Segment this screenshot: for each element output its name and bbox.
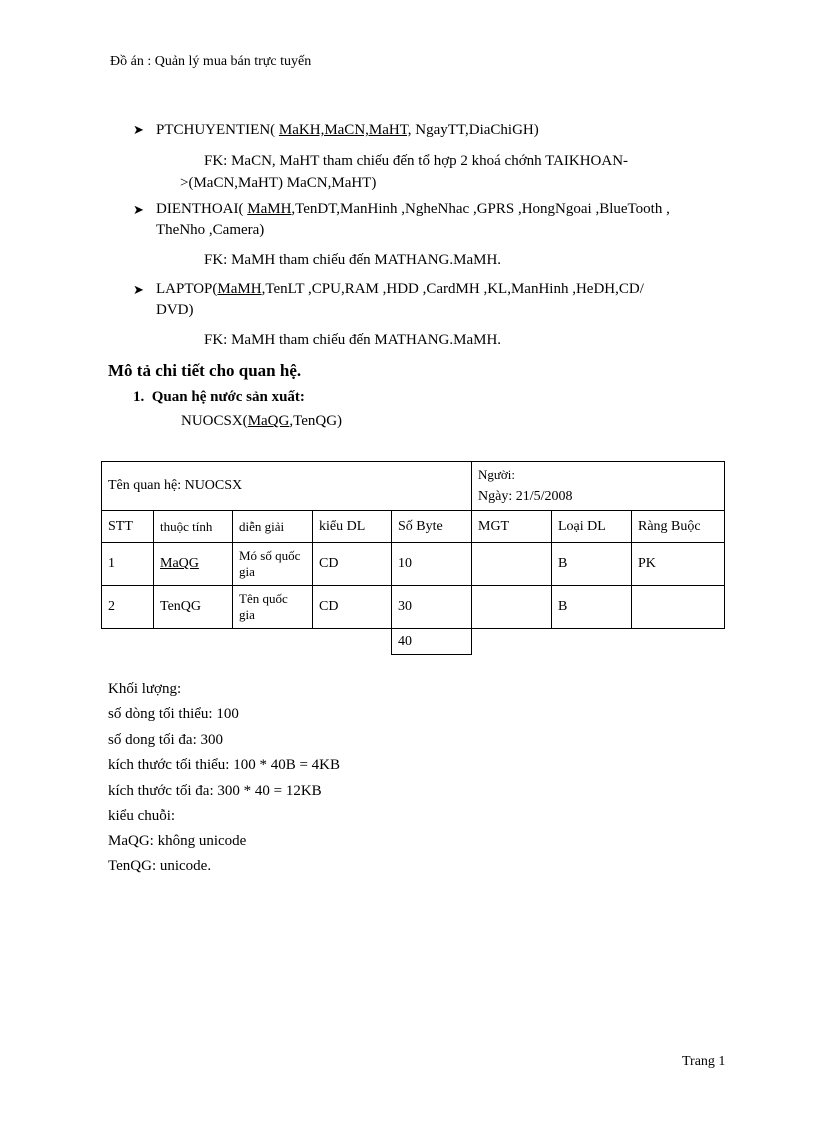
volume-line: Khối lượng: — [108, 681, 182, 697]
document-header: Đồ án : Quản lý mua bán trực tuyến — [110, 54, 312, 69]
cell-constraint: PK — [632, 543, 725, 586]
fk-line: FK: MaMH tham chiếu đến MATHANG.MaMH. — [204, 332, 502, 348]
fk-line: FK: MaCN, MaHT tham chiếu đến tổ hợp 2 khoá chớnh TAIKHOAN- — [204, 153, 629, 169]
relation-keys: MaMH — [217, 281, 262, 297]
table-total-row — [102, 629, 725, 655]
cell-data-kind: B — [552, 543, 632, 586]
volume-line: TenQG: unicode. — [108, 858, 212, 874]
arrow-bullet-icon: ➤ — [133, 282, 144, 297]
volume-line: kích thước tối thiểu: 100 * 40B = 4KB — [108, 757, 341, 773]
cell-attribute: TenQG — [154, 586, 233, 629]
subsection-label: Quan hệ nước sản xuất: — [151, 389, 305, 405]
header-mgt: MGT — [472, 511, 552, 543]
header-type: kiểu DL — [313, 511, 392, 543]
schema-line — [181, 413, 342, 430]
header-description: diễn giải — [233, 511, 313, 543]
cell-description: Mó số quốc gia — [233, 543, 313, 586]
fk-line: FK: MaMH tham chiếu đến MATHANG.MaMH. — [204, 252, 502, 268]
relation-cont: DVD) — [156, 302, 194, 318]
fk-line-cont: >(MaCN,MaHT) MaCN,MaHT) — [180, 175, 377, 191]
section-title: Mô tả chi tiết cho quan hệ. — [108, 361, 302, 380]
cell-stt: 2 — [102, 586, 154, 629]
header-constraint: Ràng Buộc — [632, 511, 725, 543]
schema-name: NUOCSX( — [181, 413, 248, 429]
volume-line: MaQG: không unicode — [108, 833, 247, 849]
relation-name: DIENTHOAI( — [156, 201, 244, 217]
header-stt: STT — [102, 511, 154, 543]
schema-key: MaQG — [247, 413, 290, 429]
relation-rest: NgayTT,DiaChiGH) — [411, 122, 539, 138]
cell-total-bytes: 40 — [392, 629, 472, 655]
relation-rest: ,TenLT ,CPU,RAM ,HDD ,CardMH ,KL,ManHinh ,HeDH,CD/ — [261, 281, 644, 297]
table-title: Tên quan hệ: NUOCSX — [102, 462, 472, 511]
table-row — [102, 543, 725, 586]
header-attribute: thuộc tính — [154, 511, 233, 543]
volume-line: kiểu chuỗi: — [108, 808, 176, 824]
cell-constraint — [632, 586, 725, 629]
cell-type: CD — [313, 543, 392, 586]
cell-attribute: MaQG — [154, 543, 233, 586]
relation-laptop — [156, 279, 644, 300]
relation-keys: MaKH,MaCN,MaHT, — [278, 122, 412, 138]
volume-line: kích thước tối đa: 300 * 40 = 12KB — [108, 783, 322, 799]
schema-rest: ,TenQG) — [289, 413, 343, 429]
cell-bytes: 30 — [392, 586, 472, 629]
table-header-row — [102, 511, 725, 543]
cell-bytes: 10 — [392, 543, 472, 586]
relation-cont: TheNho ,Camera) — [156, 222, 265, 238]
relation-ptchuyentien — [156, 120, 539, 141]
arrow-bullet-icon: ➤ — [133, 122, 144, 137]
header-data-kind: Loại DL — [552, 511, 632, 543]
subsection-title — [133, 389, 305, 406]
cell-data-kind: B — [552, 586, 632, 629]
page-number: Trang 1 — [682, 1054, 726, 1069]
date-label: Ngày: 21/5/2008 — [478, 489, 573, 504]
volume-line: số dong tối đa: 300 — [108, 732, 223, 748]
table-title-row — [102, 462, 725, 511]
cell-description: Tên quốc gia — [233, 586, 313, 629]
cell-mgt — [472, 586, 552, 629]
relation-dienthoai — [156, 199, 670, 220]
table-meta — [472, 462, 725, 511]
cell-type: CD — [313, 586, 392, 629]
relation-rest: ,TenDT,ManHinh ,NgheNhac ,GPRS ,HongNgoai ,BlueTooth , — [291, 201, 670, 217]
attribute-table — [101, 461, 725, 655]
cell-stt: 1 — [102, 543, 154, 586]
cell-mgt — [472, 543, 552, 586]
relation-name: PTCHUYENTIEN( — [156, 122, 276, 138]
person-label: Người: — [478, 467, 516, 482]
arrow-bullet-icon: ➤ — [133, 202, 144, 217]
subsection-number: 1. — [133, 389, 145, 405]
table-row — [102, 586, 725, 629]
relation-keys: MaMH — [247, 201, 292, 217]
relation-name: LAPTOP( — [156, 281, 218, 297]
volume-line: số dòng tối thiểu: 100 — [108, 706, 239, 722]
header-bytes: Số Byte — [392, 511, 472, 543]
